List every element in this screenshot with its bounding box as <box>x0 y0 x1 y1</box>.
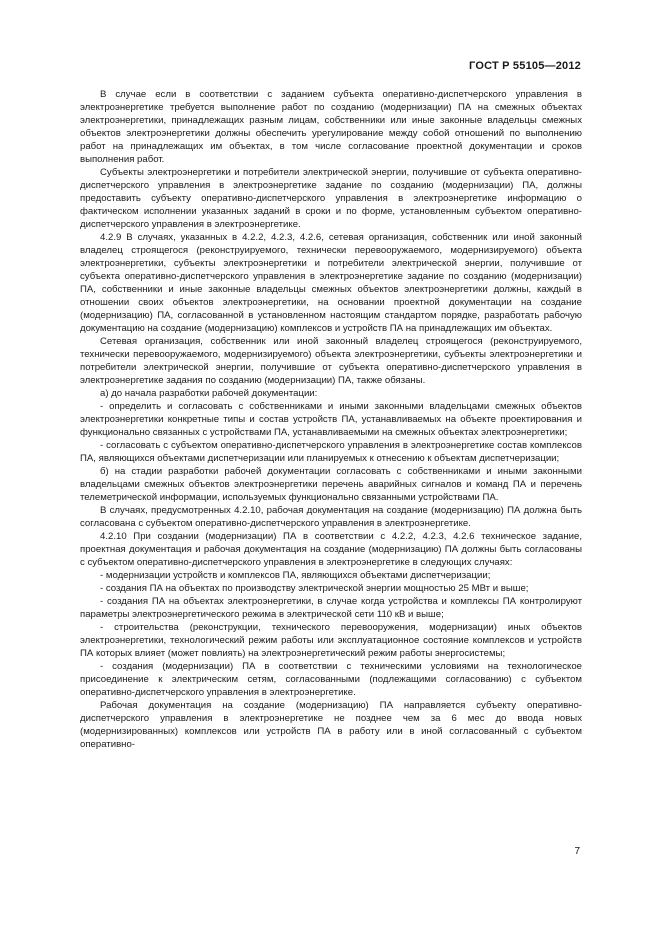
list-item: - создания ПА на объектах по производству электрической энергии мощностью 25 МВт и выше; <box>100 583 529 594</box>
document-body <box>80 88 582 751</box>
paragraph: Сетевая организация, собственник или иной законный владелец строящегося (реконструируемого, технически перевооружаемого, модернизируемого) объекта электроэнергетики, субъекты электроэнергетики и потребители электрической энергии, получившие от субъекта оперативно-диспетчерского управления в электроэнергетике задания по созданию (модернизации) ПА, также обязаны. <box>80 336 582 386</box>
paragraph: 4.2.10 При создании (модернизации) ПА в соответствии с 4.2.2, 4.2.3, 4.2.6 техническое задание, проектная документация и рабочая документация на создание (модернизацию) ПА должны быть согласованы с субъектом оперативно-диспетчерского управления в электроэнергетике в следующих случаях: <box>80 531 582 568</box>
list-item: - создания (модернизации) ПА в соответствии с техническими условиями на технологическое присоединение к электрическим сетям, согласованными (подлежащими согласованию) с субъектом оперативно-диспетчерского управления в электроэнергетике. <box>80 661 582 698</box>
paragraph: Субъекты электроэнергетики и потребители электрической энергии, получившие от субъекта оперативно-диспетчерского управления в электроэнергетике задание по созданию (модернизации) ПА, должны предоставить субъекту оперативно-диспетчерского управления в электроэнергетике информацию о фактическом исполнении указанных заданий в сроки и по форме, установленным субъектом оперативно-диспетчерского управления в электроэнергетике. <box>80 167 582 230</box>
list-item: - определить и согласовать с собственниками и иными законными владельцами смежных объектов электроэнергетики конкретные типы и состав устройств ПА, устанавливаемых на объекте проектирования и функционально связанных с устройствами ПА, устанавливаемыми на смежных объектах электроэнергетики; <box>80 401 582 438</box>
list-item: - согласовать с субъектом оперативно-диспетчерского управления в электроэнергетике состав комплексов ПА, являющихся объектами диспетчеризации или планируемых к отнесению к объектам диспетчеризации; <box>80 440 582 464</box>
paragraph: б) на стадии разработки рабочей документации согласовать с собственниками и иными законными владельцами смежных объектов электроэнергетики перечень аварийных сигналов и команд ПА и перечень телеметрической информации, используемых функционально связанными устройствами ПА. <box>80 466 582 503</box>
paragraph: а) до начала разработки рабочей документации: <box>100 388 318 399</box>
list-item: - модернизации устройств и комплексов ПА, являющихся объектами диспетчеризации; <box>100 570 491 581</box>
paragraph: В случаях, предусмотренных 4.2.10, рабочая документация на создание (модернизацию) ПА должна быть согласована с субъектом оперативно-диспетчерского управления в электроэнергетике. <box>80 505 582 529</box>
document-header: ГОСТ Р 55105—2012 <box>469 60 581 72</box>
paragraph: Рабочая документация на создание (модернизацию) ПА направляется субъекту оперативно-диспетчерского управления в электроэнергетике не позднее чем за 6 мес до ввода новых (модернизированных) комплексов или устройств ПА в работу или в иной согласованный с субъектом оперативно- <box>80 700 582 750</box>
list-item: - строительства (реконструкции, технического перевооружения, модернизации) иных объектов электроэнергетики, технологический режим работы или эксплуатационное состояние комплексов и устройств ПА которых влияет (может повлиять) на электроэнергетический режим работы энергосистемы; <box>80 622 582 659</box>
list-item: - создания ПА на объектах электроэнергетики, в случае когда устройства и комплексы ПА контролируют параметры электроэнергетического режима в электрической сети 110 кВ и выше; <box>80 596 582 620</box>
page-number: 7 <box>574 846 580 857</box>
paragraph: 4.2.9 В случаях, указанных в 4.2.2, 4.2.3, 4.2.6, сетевая организация, собственник или иной законный владелец строящегося (реконструируемого, технически перевооружаемого, модернизируемого) объекта электроэнергетики, субъекты электроэнергетики и потребители электрической энергии, получившие от субъекта оперативно-диспетчерского управления в электроэнергетике задание по созданию (модернизации) ПА, собственники и иные законные владельцы смежных объектов электроэнергетики должны, каждый в отношении своих объектов электроэнергетики, на основании проектной документации на создание (модернизацию) ПА, согласованной в установленном настоящим стандартом порядке, разработать рабочую документацию на создание (модернизацию) комплексов и устройств ПА на принадлежащих им объектах. <box>80 232 582 334</box>
paragraph: В случае если в соответствии с заданием субъекта оперативно-диспетчерского управления в электроэнергетике требуется выполнение работ по созданию (модернизации) ПА на смежных объектах электроэнергетики, принадлежащих разным лицам, собственники или иные законные владельцы смежных объектов электроэнергетики должны обеспечить урегулирование между собой отношений по выполнению работ на принадлежащих им объектах, в том числе согласование проектной документации и сроков выполнения работ. <box>80 89 582 165</box>
